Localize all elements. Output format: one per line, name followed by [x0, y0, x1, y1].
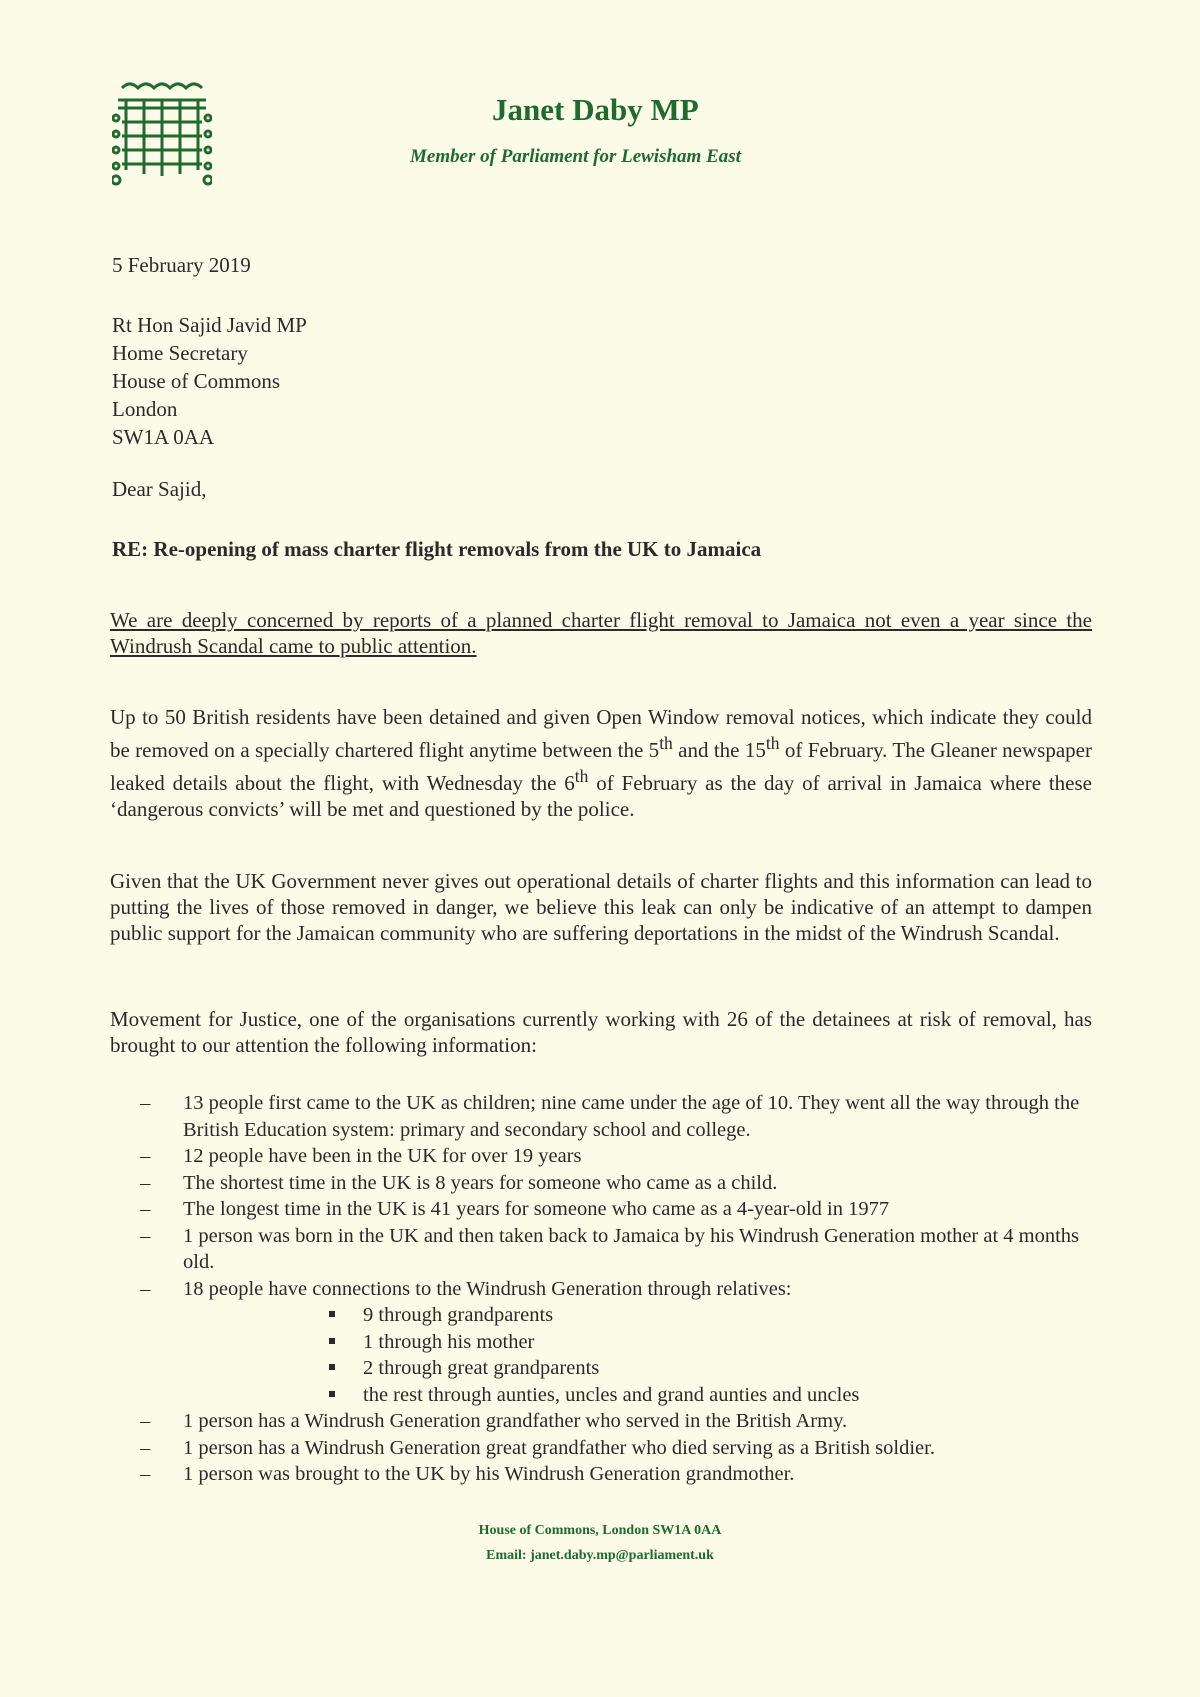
- address-line: House of Commons: [112, 369, 280, 393]
- letterhead-name: Janet Daby MP: [492, 92, 699, 127]
- list-item: – 1 person was brought to the UK by his Windrush Generation grandmother.: [140, 1461, 1090, 1488]
- dash-bullet: –: [140, 1171, 151, 1194]
- relatives-sublist: [183, 1302, 1090, 1408]
- dash-bullet: –: [140, 1092, 151, 1114]
- recipient-address: [112, 311, 307, 451]
- sublist-item: 9 through grandparents: [329, 1302, 1090, 1329]
- square-bullet-icon: [329, 1391, 335, 1397]
- footer-address: House of Commons, London SW1A 0AA: [478, 1523, 722, 1538]
- square-bullet-icon: [329, 1338, 335, 1344]
- list-item: – 12 people have been in the UK for over 19 years: [140, 1143, 1090, 1170]
- paragraph: Movement for Justice, one of the organisations currently working with 26 of the detainees at risk of removal, has brought to our attention the following information:: [110, 1007, 1092, 1057]
- sublist-item: the rest through aunties, uncles and grand aunties and uncles: [329, 1382, 1090, 1409]
- letterhead-subtitle: Member of Parliament for Lewisham East: [410, 146, 741, 167]
- dash-bullet: –: [140, 1463, 151, 1485]
- list-item: – The longest time in the UK is 41 years for someone who came as a 4-year-old in 1977: [140, 1196, 1090, 1223]
- detainee-facts-list: [140, 1090, 1090, 1488]
- paragraph: Given that the UK Government never gives out operational details of charter flights and this information can lead to putting the lives of those removed in danger, we believe this leak can only be indicative of an attempt to dampen public support for the Jamaican community who are suffering deportations in the midst of the Windrush Scandal.: [110, 869, 1092, 945]
- list-item: – 1 person has a Windrush Generation great grandfather who died serving as a British soldier.: [140, 1435, 1090, 1462]
- list-item: – The shortest time in the UK is 8 years for someone who came as a child.: [140, 1170, 1090, 1197]
- dash-bullet: –: [140, 1198, 151, 1220]
- subject-line: RE: Re-opening of mass charter flight removals from the UK to Jamaica: [112, 537, 762, 561]
- dash-bullet: –: [140, 1145, 151, 1167]
- sublist-item: 1 through his mother: [329, 1329, 1090, 1356]
- address-line: SW1A 0AA: [112, 425, 215, 449]
- address-line: Rt Hon Sajid Javid MP: [112, 313, 307, 337]
- dash-bullet: –: [140, 1436, 151, 1459]
- list-item: – 1 person was born in the UK and then taken back to Jamaica by his Windrush Generation mother at 4 months old.: [140, 1224, 1080, 1273]
- dash-bullet: –: [140, 1224, 151, 1247]
- salutation: Dear Sajid,: [112, 477, 207, 501]
- footer-email: Email: janet.daby.mp@parliament.uk: [486, 1548, 714, 1563]
- list-item: – 1 person has a Windrush Generation grandfather who served in the British Army.: [140, 1408, 1090, 1435]
- address-line: Home Secretary: [112, 341, 248, 365]
- paragraph: We are deeply concerned by reports of a planned charter flight removal to Jamaica not even a year since the Windrush Scandal came to public attention.: [110, 608, 1092, 658]
- letter-date: 5 February 2019: [112, 253, 251, 277]
- dash-bullet: –: [140, 1277, 151, 1300]
- list-item: – 18 people have connections to the Windrush Generation through relatives: 9 through grandparents 1 through his mother 2 through great grandparents the rest through aunties, uncles and grand aunties and uncles: [140, 1276, 1090, 1409]
- portcullis-logo: [112, 78, 212, 188]
- square-bullet-icon: [329, 1364, 335, 1370]
- address-line: London: [112, 397, 178, 421]
- sublist-item: 2 through great grandparents: [329, 1355, 1090, 1382]
- square-bullet-icon: [329, 1311, 335, 1317]
- paragraph: Up to 50 British residents have been detained and given Open Window removal notices, which indicate they could be removed on a specially chartered flight anytime between the 5th and the 15th of February. The Gleaner newspaper leaked details about the flight, with Wednesday the 6th of February as the day of arrival in Jamaica where these ‘dangerous convicts’ will be met and questioned by the police.: [110, 705, 1092, 821]
- dash-bullet: –: [140, 1410, 151, 1432]
- list-item: – 13 people first came to the UK as children; nine came under the age of 10. They went all the way through the British Education system: primary and secondary school and college.: [140, 1092, 1080, 1141]
